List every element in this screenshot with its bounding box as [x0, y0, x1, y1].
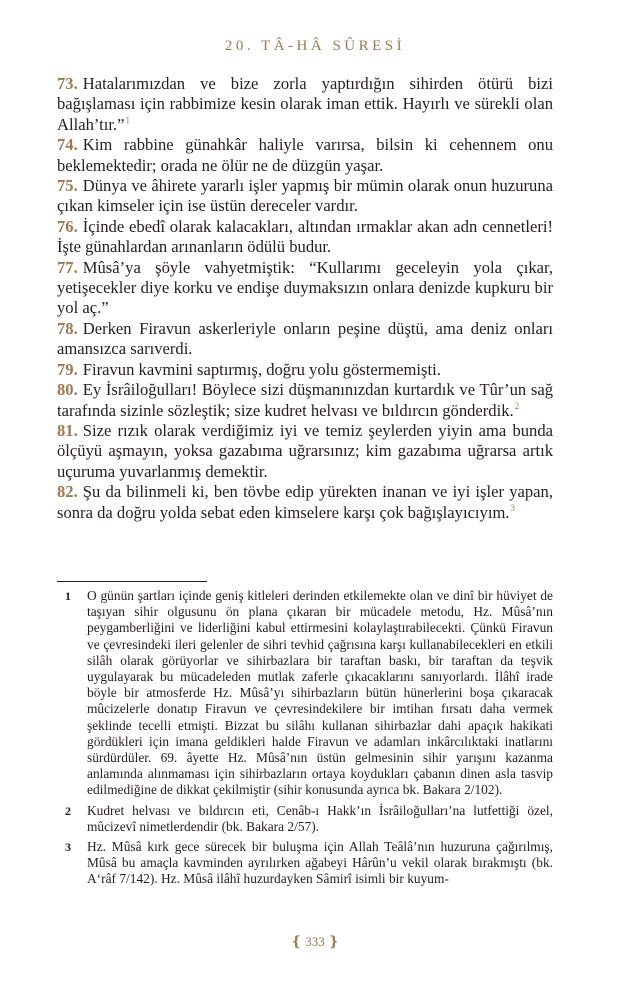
ornament-left-icon: ❴	[290, 935, 303, 950]
footnote-reference[interactable]: 3	[510, 503, 516, 513]
footnote-number: 1	[65, 589, 71, 603]
verse-number: 74.	[57, 135, 78, 155]
verse-number: 78.	[57, 318, 78, 338]
footnote-number: 2	[65, 803, 71, 818]
verse-text: Derken Firavun askerleriyle onların peşine düştü, ama deniz onları amansızca sarıverdi.	[57, 318, 553, 359]
verse-number: 75.	[57, 176, 78, 196]
footnote	[57, 839, 553, 888]
verse-number: 77.	[57, 257, 78, 277]
verse-number: 80.	[57, 380, 78, 400]
page-number: 333	[305, 934, 325, 949]
verse-number: 82.	[57, 482, 78, 502]
verse-text: İçinde ebedî olarak kalacakları, altından ırmaklar akan adn cennetleri! İşte günahlardan arınanların ödülü budur.	[57, 216, 553, 257]
verse-number: 79.	[57, 359, 78, 379]
verse-text: Size rızık olarak verdiğimiz iyi ve temiz şeylerden yiyin ama bunda ölçüyü aşmayın, yoksa gazabıma uğrarsınız; kim gazabıma uğrarsa artık uçuruma yuvarlanmış demektir.	[57, 420, 553, 481]
footnote-list	[57, 588, 553, 892]
footnote	[57, 588, 553, 799]
ornament-right-icon: ❵	[327, 935, 340, 950]
verse-text: Hatalarımızdan ve bize zorla yaptırdığın sihirden ötürü bizi bağışlaması için rabbimize kesin olarak iman ettik. Hayırlı ve sürekli olan Allah’tır.”	[57, 74, 553, 134]
verse	[57, 74, 553, 135]
footnote	[57, 803, 553, 835]
footnote-number: 3	[65, 840, 71, 855]
verse	[57, 421, 553, 482]
verse	[57, 135, 553, 176]
footnote-text: Hz. Mûsâ kırk gece sürecek bir buluşma için Allah Teâlâ’nın huzuruna çağırılmış, Mûsâ bu amaçla kavminden ayrılırken ağabeyi Hârûn’u vekil olarak bırakmıştı (bk. A‘râf 7/142). Hz. Mûsâ ilâhî huzurdayken Sâmirî isimli bir kuyum-	[87, 839, 553, 887]
verse-text: Firavun kavmini saptırmış, doğru yolu göstermemişti.	[82, 359, 441, 379]
verse-text: Ey İsrâiloğulları! Böylece sizi düşmanınızdan kurtardık ve Tûr’un sağ tarafında sizinle sözleştik; size kudret helvası ve bıldırcın gönderdik.	[57, 380, 553, 420]
verse	[57, 380, 553, 421]
verse	[57, 319, 553, 360]
verse-text: Dünya ve âhirete yararlı işler yapmış bir mümin olarak onun huzuruna çıkan kimseler için ise üstün dereceler vardır.	[57, 176, 553, 216]
footnote-reference[interactable]: 2	[514, 400, 520, 411]
running-head: 20. TÂ-HÂ SÛRESİ	[224, 38, 406, 54]
verse	[57, 360, 553, 380]
verse-number: 76.	[57, 216, 78, 236]
footnote-text: Kudret helvası ve bıldırcın eti, Cenâb-ı Hakk’ın İsrâiloğulları’na lutfettiği özel, mûcizevî nimetlerdendir (bk. Bakara 2/57).	[87, 802, 553, 834]
verse-list	[57, 74, 553, 523]
verse-number: 73.	[57, 74, 78, 93]
verse	[57, 176, 553, 217]
page-number-footer	[0, 934, 630, 951]
verse	[57, 258, 553, 319]
verse	[57, 217, 553, 258]
verse-text: Mûsâ’ya şöyle vahyetmiştik: “Kullarımı geceleyin yola çıkar, yetişecekler diye korku ve endişe duymaksızın onlara denizde kupkuru bir yol aç.”	[57, 257, 553, 318]
footnote-divider	[57, 581, 207, 582]
verse-text: Şu da bilinmeli ki, ben tövbe edip yürekten inanan ve iyi işler yapan, sonra da doğru yolda sebat eden kimselere karşı çok bağışlayıcıyım.	[57, 482, 553, 522]
footnote-text: O günün şartları içinde geniş kitleleri derinden etkilemekte olan ve dinî bir hüviyet de taşıyan sihir olgusunu ön plana çıkaran bir mücadele metodu, Hz. Mûsâ’nın peygamberliğini ve liderliğini kabul ettirmesini kolaylaştırabilecekti. Çünkü Firavun ve çevresindeki ileri gelenler de sihri tevhid çağrısına karşı kullanabilecekleri en etkili silâh olarak görüyorlar ve sihirbazlara bir taraftan baskı, bir taraftan da teşvik uygulayarak bu mücadeleden mutlak zaferle çıkacaklarını sanıyorlardı. İlâhî irade böyle bir atmosferde Hz. Mûsâ’yı sihirbazların bütün hünerlerini boşa çıkaracak mûcizelerle donatıp Firavun ve çevresindekilere bir imtihan fırsatı daha vermek şeklinde tecelli etmişti. Bizzat bu silâhı kullanan sihirbazlar dahi apaçık hakikati gördükleri için imana geldikleri halde Firavun ve adamları inkârcılıktaki inatlarını sürdürdüler. 69. âyette Hz. Mûsâ’nın üstün gelmesinin sihir yarışını kazanma anlamında alınmaması için sihirbazların ortaya koydukları çabanın dinen asla tasvip edilmediğine de dikkat çekilmiştir (sihir konusunda ayrıca bk. Bakara 2/102).	[87, 588, 553, 798]
verse-text: Kim rabbine günahkâr haliyle varırsa, bilsin ki cehennem onu beklemektedir; orada ne ölür ne de düzgün yaşar.	[57, 135, 553, 175]
verse	[57, 482, 553, 523]
verse-number: 81.	[57, 420, 78, 440]
footnote-reference[interactable]: 1	[125, 115, 130, 126]
